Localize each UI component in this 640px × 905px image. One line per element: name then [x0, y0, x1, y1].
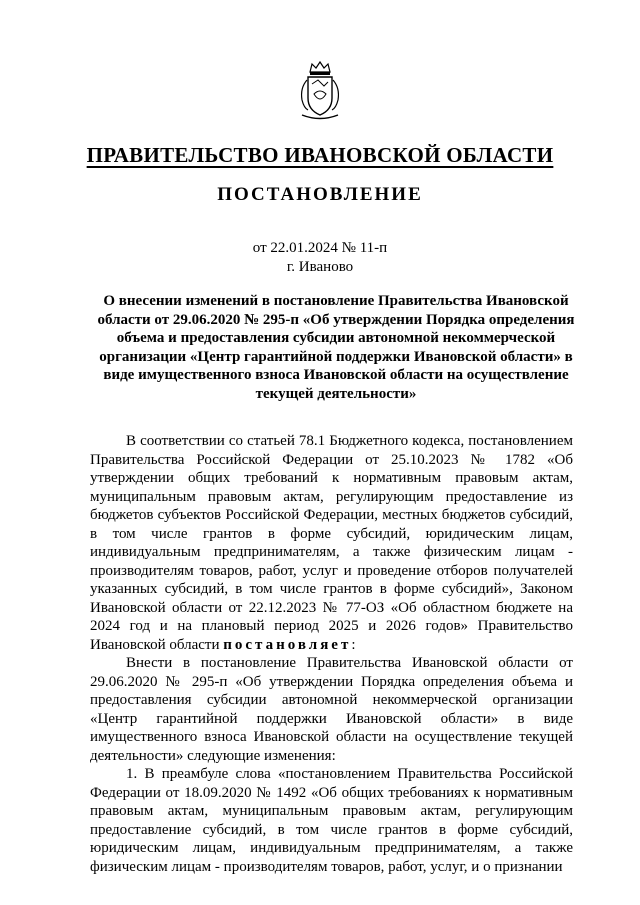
city: г. Иваново	[286, 259, 354, 275]
resolve-word: постановляет	[223, 636, 352, 653]
body-paragraph	[90, 432, 573, 654]
coat-of-arms-icon	[298, 60, 342, 122]
paragraph-end: :	[351, 636, 356, 653]
date-number: от 22.01.2024 № 11-п	[252, 240, 388, 256]
body-paragraph: Внести в постановление Правительства Ивановской области от 29.06.2020 № 295-п «Об утверждении Порядка определения объема и предоставления субсидии автономной некоммерческой организации «Центр гарантийной поддержки Ивановской области» в виде имущественного взноса Ивановской области на осуществление текущей деятельности» следующие изменения:	[90, 655, 573, 764]
document-meta	[0, 239, 640, 277]
paragraph-text: В соответствии со статьей 78.1 Бюджетного кодекса, постановлением Правительства Российской Федерации от 25.10.2023 № 1782 «Об утверждении общих требований к нормативным правовым актам, муниципальным правовым актам, регулирующим предоставление из бюджетов субъектов Российской Федерации, местных бюджетов субсидий, в том числе грантов в форме субсидий, юридическим лицам, индивидуальным предпринимателям, а также физическим лицам - производителям товаров, работ, услуг и проведение отборов получателей указанных субсидий, в том числе грантов в форме субсидий», Законом Ивановской области от 22.12.2023 № 77-ОЗ «Об областном бюджете на 2024 год и на плановый период 2025 и 2026 годов» Правительство Ивановской области	[90, 433, 573, 653]
document-body	[90, 432, 573, 876]
organization-title: ПРАВИТЕЛЬСТВО ИВАНОВСКОЙ ОБЛАСТИ	[86, 143, 554, 167]
body-paragraph: 1. В преамбуле слова «постановлением Правительства Российской Федерации от 18.09.2020 № 1492 «Об общих требованиях к нормативным правовым актам, муниципальным правовым актам, регулирующим предоставление субсидий, в том числе грантов в форме субсидий, юридическим лицам, индивидуальным предпринимателям, а также физическим лицам - производителям товаров, работ, услуг, и о признании	[90, 766, 573, 875]
document-type: ПОСТАНОВЛЕНИЕ	[217, 184, 423, 205]
document-subject: О внесении изменений в постановление Правительства Ивановской области от 29.06.2020 № 295-п «Об утверждении Порядка определения объема и предоставления субсидии автономной некоммерческой организации «Центр гарантийной поддержки Ивановской области» в виде имущественного взноса Ивановской области на осуществление текущей деятельности»	[97, 293, 575, 402]
